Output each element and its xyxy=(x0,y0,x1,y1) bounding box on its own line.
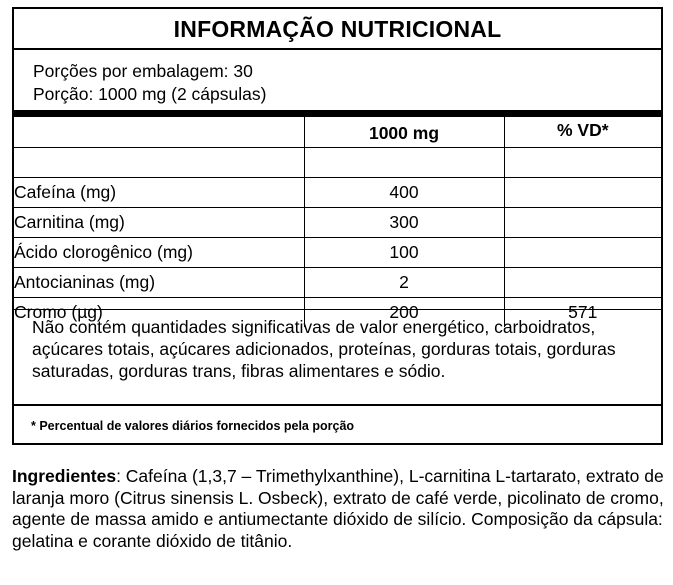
nutrient-name: Antocianinas (mg) xyxy=(14,267,304,297)
nutrient-quantity: 2 xyxy=(304,267,504,297)
nutrient-quantity: 200 xyxy=(304,297,504,327)
nutrition-label xyxy=(12,7,663,445)
thick-divider xyxy=(14,110,661,117)
table-row xyxy=(14,177,661,207)
ingredients-paragraph xyxy=(12,466,667,552)
portion-size: Porção: 1000 mg (2 cápsulas) xyxy=(33,84,267,104)
header-quantity: 1000 mg xyxy=(304,117,504,147)
nutrient-name: Cromo (µg) xyxy=(14,297,304,327)
label-title: INFORMAÇÃO NUTRICIONAL xyxy=(14,9,661,50)
table-row xyxy=(14,267,661,297)
nutrient-daily-value xyxy=(504,237,661,267)
ingredients-text: : Cafeína (1,3,7 – Trimethylxanthine), L-carnitina L-tartarato, extrato de laranja moro (Citrus sinensis L. Osbeck), extrato de café verde, picolinato de cromo, agente de massa amido e antiumectante dióxido de silício. Composição da cápsula: gelatina e corante dióxido de titânio. xyxy=(12,466,664,551)
nutrition-table xyxy=(14,117,661,327)
nutrient-quantity: 100 xyxy=(304,237,504,267)
nutrient-name: Carnitina (mg) xyxy=(14,207,304,237)
nutrient-daily-value: 571 xyxy=(504,297,661,327)
nutrient-daily-value xyxy=(504,177,661,207)
table-row xyxy=(14,207,661,237)
nutrient-quantity: 400 xyxy=(304,177,504,207)
nutrient-name: Ácido clorogênico (mg) xyxy=(14,237,304,267)
header-name xyxy=(14,117,304,147)
nutrient-daily-value xyxy=(504,267,661,297)
nutrient-name: Cafeína (mg) xyxy=(14,177,304,207)
nutrient-quantity: 300 xyxy=(304,207,504,237)
daily-value-footnote: * Percentual de valores diários fornecidos pela porção xyxy=(31,419,355,433)
header-daily-value: % VD* xyxy=(556,120,609,140)
portions-per-package: Porções por embalagem: 30 xyxy=(33,61,253,81)
table-separator xyxy=(14,147,661,177)
portions-info xyxy=(14,50,661,112)
table-row xyxy=(14,237,661,267)
nutrition-note: Não contém quantidades significativas de valor energético, carboidratos, açúcares totais, açúcares adicionados, proteínas, gorduras totais, gorduras saturadas, gorduras trans, fibras alimentares e sódio. xyxy=(14,309,661,406)
table-header-row xyxy=(14,117,661,147)
nutrient-daily-value xyxy=(504,207,661,237)
ingredients-label: Ingredientes xyxy=(12,466,117,486)
